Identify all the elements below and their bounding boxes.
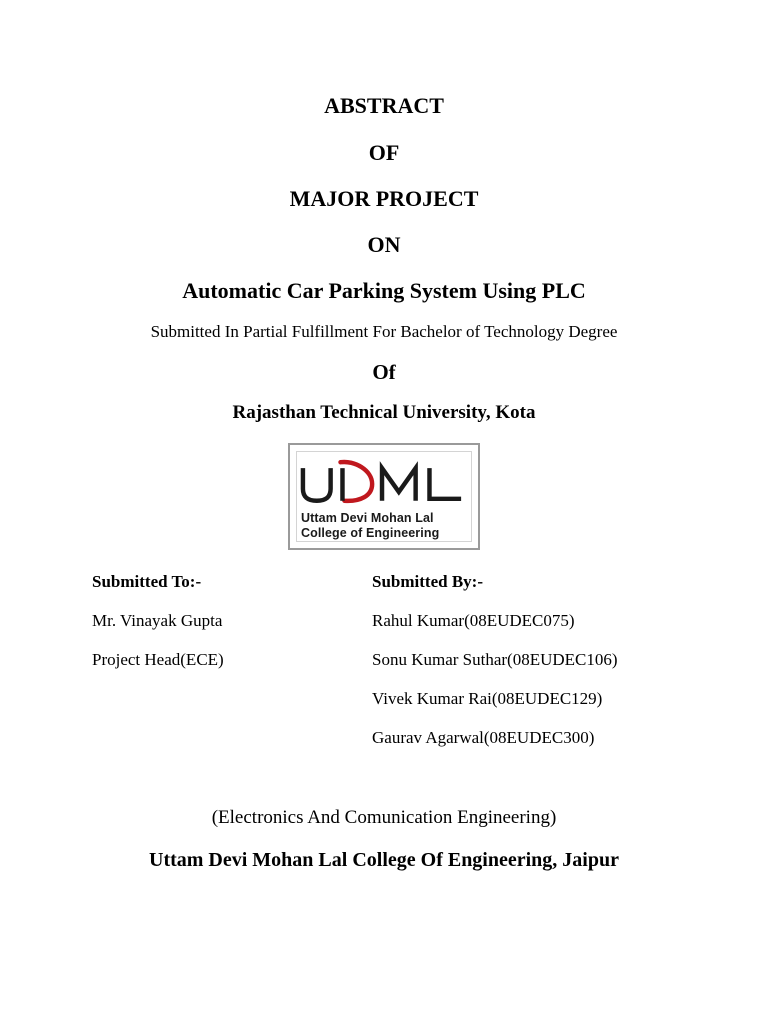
submission-note: Submitted In Partial Fulfillment For Bachelor of Technology Degree: [150, 322, 618, 341]
department-name: (Electronics And Comunication Engineering): [211, 807, 557, 828]
guide-designation: Project Head(ECE): [92, 650, 224, 669]
of-label: Of: [372, 360, 396, 384]
member-item: Gaurav Agarwal(08EUDEC300): [372, 728, 595, 747]
title-major-project: MAJOR PROJECT: [289, 186, 479, 211]
logo-text-line1: Uttam Devi Mohan Lal: [301, 511, 434, 525]
university-name: Rajasthan Technical University, Kota: [232, 402, 536, 423]
member-item: Rahul Kumar(08EUDEC075): [372, 611, 575, 630]
submitted-by-label: Submitted By:-: [372, 572, 483, 591]
title-abstract: ABSTRACT: [324, 93, 444, 118]
udml-logo-icon: [297, 458, 471, 506]
logo-frame: [296, 451, 472, 542]
member-item: Sonu Kumar Suthar(08EUDEC106): [372, 650, 618, 669]
title-of: OF: [368, 140, 400, 165]
project-title: Automatic Car Parking System Using PLC: [182, 278, 586, 303]
logo-text-line2: College of Engineering: [301, 526, 440, 540]
title-on: ON: [367, 232, 401, 257]
submitted-to-label: Submitted To:-: [92, 572, 202, 591]
member-item: Vivek Kumar Rai(08EUDEC129): [372, 689, 603, 708]
guide-name: Mr. Vinayak Gupta: [92, 611, 223, 630]
college-name: Uttam Devi Mohan Lal College Of Engineering, Jaipur: [149, 849, 619, 871]
college-logo: [288, 443, 480, 550]
